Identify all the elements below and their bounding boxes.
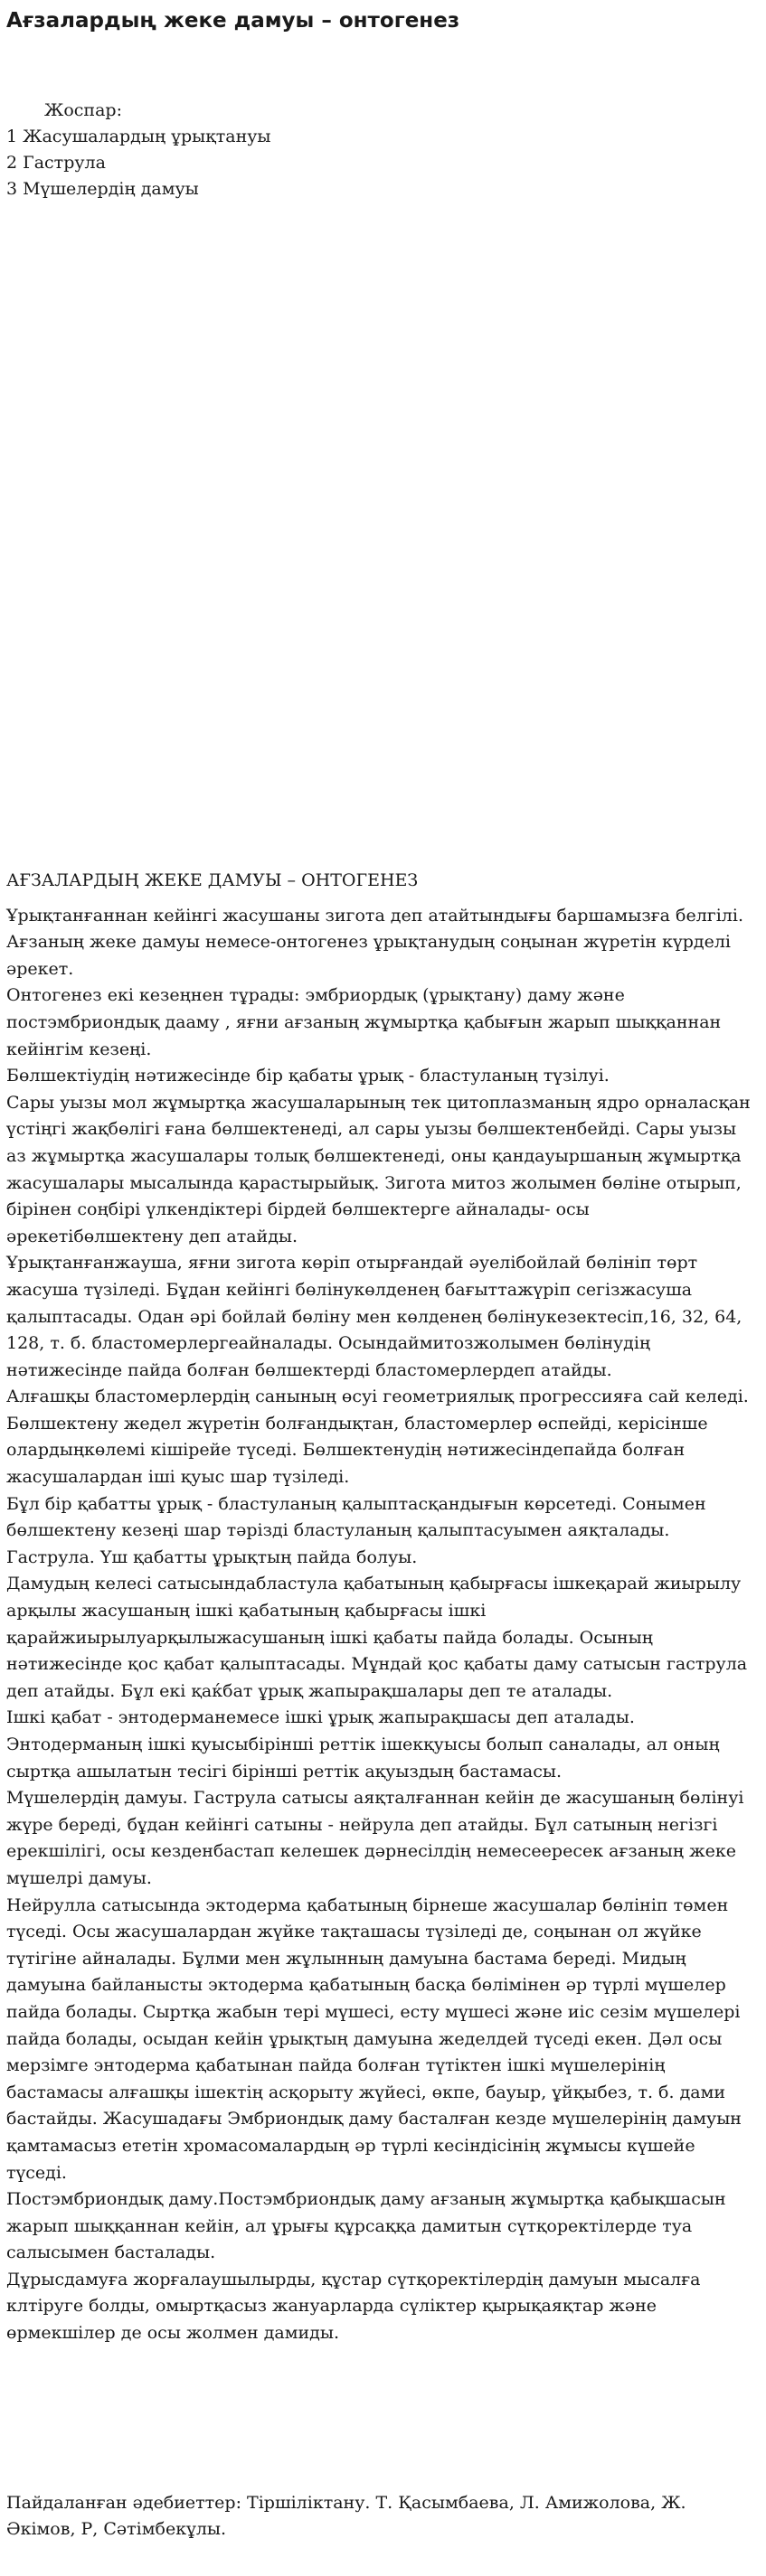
paragraph: Ұрықтанғанжауша, яғни зигота көріп отырғандай әуелібойлай бөлініп төрт жасуша түзіледі. Бұдан кейінгі бөлінукөлденең бағыттажүріп сегізжасуша қалыптасады. Одан әрі бойлай бөліну мен көлденең бөлінукезектесіп,16, 32, 64, 128, т. б. бластомерлергеайналады. Осындаймитозжолымен бөлінудің нәтижесінде пайда болған бөлшектерді бластомерлердеп атайды. xyxy=(6,1253,742,1380)
section-heading: АҒЗАЛАРДЫҢ ЖЕКЕ ДАМУЫ – ОНТОГЕНЕЗ xyxy=(6,870,419,890)
paragraph: Постэмбриондық даму.Постэмбриондық даму ағзаның жұмыртқа қабықшасын жарып шыққаннан кейін, ал ұрығы құрсаққа дамитын сүтқоректілерде туа салысымен басталады. xyxy=(6,2189,726,2263)
paragraph: Онтогенез екі кезеңнен тұрады: эмбриордық (ұрықтану) даму және постэмбриондық дааму , яғни ағзаның жұмыртқа қабығын жарып шыққаннан кейінгім кезеңі. xyxy=(6,985,722,1059)
plan-section xyxy=(6,98,271,202)
paragraph: Ішкі қабат - энтодерманемесе ішкі ұрық жапырақшасы деп аталады. Энтодерманың ішкі қуысыбірінші реттік ішекқуысы болып саналады, ал оның сыртқа ашылатын тесігі бірінші реттік ақуыздың бастамасы. xyxy=(6,1707,720,1782)
page-title: Ағзалардың жеке дамуы – онтогенез xyxy=(6,9,460,33)
plan-item: 3 Мүшелердің дамуы xyxy=(6,179,199,199)
paragraph: Сары уызы мол жұмыртқа жасушаларының тек цитоплазманың ядро орналасқан үстіңгі жақбөлігі ғана бөлшектенеді, ал сары уызы бөлшектенбейді. Сары уызы аз жұмыртқа жасушалары толық бөлшектенеді, оны қандауыршаның жұмыртқа жасушалары мысалында қарастырыйық. Зигота митоз жолымен бөліне отырып, бірінен соңбірі үлкендіктері бірдей бөлшектерге айналады- осы әрекетібөлшектену деп атайды. xyxy=(6,1092,751,1246)
plan-item: 2 Гаструла xyxy=(6,153,106,173)
references: Пайдаланған әдебиеттер: Тіршіліктану. Т. Қасымбаева, Л. Амижолова, Ж. Әкімов, Р, Сәтімбекұлы. xyxy=(6,2493,686,2539)
paragraph: Ұрықтанғаннан кейінгі жасушаны зигота деп атайтындығы баршамызға белгілі. Ағзаның жеке дамуы немесе-онтогенез ұрықтанудың соңынан жүретін күрделі әрекет. xyxy=(6,905,743,979)
paragraph: Нейрулла сатысында эктодерма қабатының бірнеше жасушалар бөлініп төмен түседі. Осы жасушалардан жүйке тақташасы түзіледі де, соңынан ол жүйке түтігіне айналады. Бұлми мен жұлынның дамуына бастама береді. Мидың дамуына байланысты эктодерма қабатының басқа бөлімінен әр түрлі мүшелер пайда болады. Сыртқа жабын тері мүшесі, есту мүшесі және иіс сезім мүшелері пайда болады, осыдан кейін ұрықтың дамуына жеделдей түседі екен. Дәл осы мерзімге энтодерма қабатынан пайда болған түтіктен ішкі мүшелерінің бастамасы алғашқы ішектің асқорыту жүйесі, өкпе, бауыр, ұйқыбез, т. б. дами бастайды. Жасушадағы Эмбриондық даму басталған кезде мүшелерінің дамуын қамтамасыз ететін хромасомалардың әр түрлі кесіндісінің жұмысы күшейе түседі. xyxy=(6,1894,742,2183)
plan-heading: Жоспар: xyxy=(44,100,122,120)
paragraph: Алғашқы бластомерлердің санының өсуі геометриялық прогрессияға сай келеді. Бөлшектену жедел жүретін болғандықтан, бластомерлер өспейді, керісінше олардыңкөлемі кішірейе түседі. Бөлшектенудің нәтижесіндепайда болған жасушалардан іші қуыс шар түзіледі. xyxy=(6,1387,749,1488)
article-body xyxy=(6,868,757,2347)
paragraph: Мүшелердің дамуы. Гаструла сатысы аяқталғаннан кейін де жасушаның бөлінуі жүре береді, бұдан кейінгі сатыны - нейрула деп атайды. Бұл сатының негізгі ерекшілігі, осы кезденбастап келешек дәрнесілдің немесеересек ағзаның жеке мүшелрі дамуы. xyxy=(6,1788,744,1888)
paragraph: Бұл бір қабатты ұрық - бластуланың қалыптасқандығын көрсетеді. Сонымен бөлшектену кезеңі шар тәрізді бластуланың қалыптасуымен аяқталады. xyxy=(6,1493,706,1541)
paragraph: Гаструла. Үш қабатты ұрықтың пайда болуы. xyxy=(6,1547,418,1567)
paragraph: Дұрысдамуға жорғалаушылырды, құстар сүтқоректілердің дамуын мысалға клтіруге болды, омыртқасыз жануарларда сүліктер қырықаяқтар және өрмекшілер де осы жолмен дамиды. xyxy=(6,2269,701,2344)
plan-item: 1 Жасушалардың ұрықтануы xyxy=(6,127,271,146)
paragraph: Бөлшектіудің нәтижесінде бір қабаты ұрық - бластуланың түзілуі. xyxy=(6,1066,610,1086)
paragraph: Дамудың келесі сатысындабластула қабатының қабырғасы ішкеқарай жиырылу арқылы жасушаның ішкі қабатының қабырғасы ішкі қарайжиырылуарқылыжасушаның ішкі қабаты пайда болады. Осының нәтижесінде қос қабат қалыптасады. Мұндай қос қабаты даму сатысын гаструла деп атайды. Бұл екі қаќбат ұрық жапырақшалары деп те аталады. xyxy=(6,1574,748,1701)
